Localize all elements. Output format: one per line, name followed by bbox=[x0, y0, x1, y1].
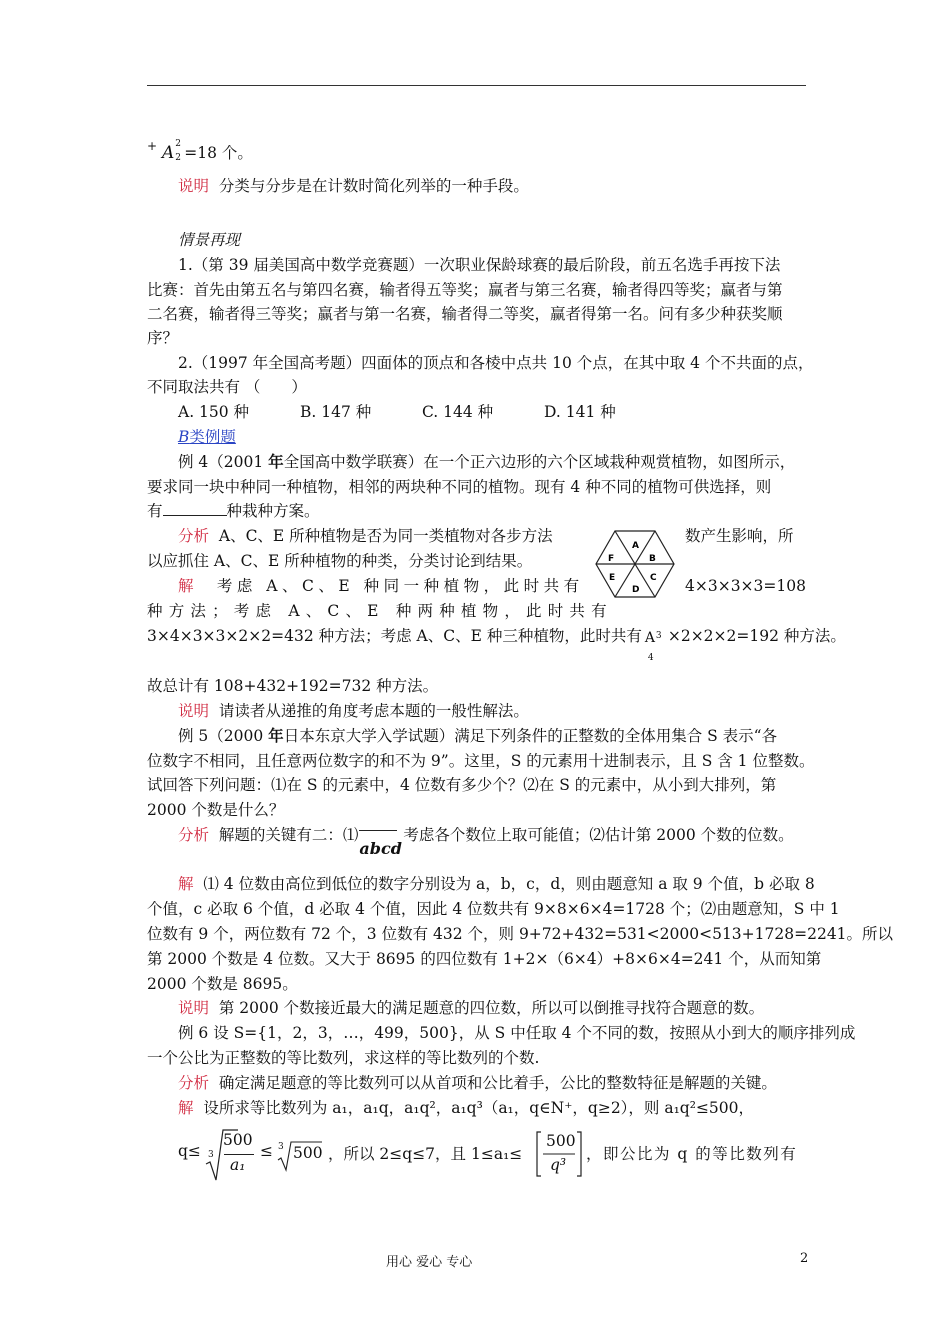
q2-line-2: 不同取法共有 （ ） bbox=[147, 378, 307, 396]
ex4-solution-4: 故总计有 108+432+192=732 种方法。 bbox=[147, 677, 439, 695]
root-value: 500 bbox=[293, 1144, 323, 1162]
ex5-l1b: 日本东京大学入学试题）满足下列条件的正整数的全体用集合 S 表示“各 bbox=[283, 727, 778, 745]
option-c: C. 144 种 bbox=[422, 403, 494, 421]
ex5-solution-2: 个值，c 必取 6 个值，d 必取 4 个值，因此 4 位数共有 9×8×6×4=1728 个；⑵由题意知，S 中 1 bbox=[147, 900, 840, 918]
ex4-analysis-1 bbox=[178, 524, 553, 548]
region-e: E bbox=[609, 573, 616, 583]
superscript: 2 bbox=[175, 139, 182, 149]
ex4-l1b: 全国高中数学联赛）在一个正六边形的六个区域栽种观赏植物，如图所示， bbox=[283, 453, 796, 471]
analysis-label: 分析 bbox=[178, 826, 210, 844]
note-label: 说明 bbox=[178, 702, 210, 720]
equation-result: =18 个。 bbox=[184, 144, 253, 162]
root-index-2: 3 bbox=[278, 1142, 284, 1152]
region-a: A bbox=[632, 541, 639, 551]
solution-label: 解 bbox=[178, 577, 199, 595]
ex4-solution-1 bbox=[178, 574, 584, 598]
abcd-overline: abcd bbox=[359, 839, 402, 858]
ex5-line-2: 位数字不相同，且任意两位数字的和不为 9”。这里，S 的元素用十进制表示，且 S 含 1 位整数。 bbox=[147, 752, 815, 770]
q1-line-3: 二名赛，输者得三等奖；赢者与第一名赛，输者得二等奖，赢者得第一名。问有多少种获奖顺 bbox=[147, 305, 783, 323]
solution-l3b: ×2×2×2=192 种方法。 bbox=[667, 627, 846, 645]
ex4-line-3 bbox=[147, 499, 320, 523]
hexagon-figure bbox=[594, 528, 676, 600]
ex4-l3b: 种栽种方案。 bbox=[226, 502, 320, 520]
subscript: 2 bbox=[175, 153, 182, 163]
a-sub: 4 bbox=[647, 653, 654, 663]
note-1 bbox=[178, 174, 529, 198]
q2-line-1: 2.（1997 年全国高考题）四面体的顶点和各棱中点共 10 个点，在其中取 4 个不共面的点， bbox=[178, 354, 814, 372]
page-footer: 用心 爱心 专心 bbox=[386, 1255, 473, 1270]
mid-text: ，所以 2≤q≤7，且 1≤a₁≤ bbox=[328, 1145, 523, 1163]
ex6-analysis bbox=[178, 1071, 777, 1095]
a-sup: 3 bbox=[655, 631, 662, 641]
ex5-line-4: 2000 个数是什么？ bbox=[147, 801, 285, 819]
solution-label: 解 bbox=[178, 1099, 194, 1117]
note-text: 请读者从递推的角度考虑本题的一般性解法。 bbox=[218, 702, 529, 720]
ex5-solution-5: 2000 个数是 8695。 bbox=[147, 975, 298, 993]
ex4-line-1 bbox=[178, 450, 795, 474]
q-label: q≤ bbox=[178, 1142, 201, 1160]
q1-line-2: 比赛：首先由第五名与第四名赛，输者得五等奖；赢者与第三名赛，输者得四等奖；赢者与第 bbox=[147, 281, 783, 299]
ex6-formula-line bbox=[178, 1128, 808, 1182]
ex5-line-3: 试回答下列问题：⑴在 S 的元素中，4 位数有多少个？⑵在 S 的元素中，从小到大排列，第 bbox=[147, 776, 777, 794]
header-rule bbox=[147, 85, 806, 86]
ex4-year: 年 bbox=[268, 452, 284, 471]
b-title-rest: 类例题 bbox=[189, 428, 236, 446]
note-text: 分类与分步是在计数时简化列举的一种手段。 bbox=[218, 177, 529, 195]
analysis-text-a: 解题的关键有二：⑴ bbox=[218, 826, 359, 844]
ex4-solution-3 bbox=[147, 624, 846, 663]
le-sign: ≤ bbox=[260, 1142, 273, 1160]
solution-l3a: 3×4×3×3×2×2=432 种方法；考虑 A、C、E 种三种植物，此时共有 bbox=[147, 627, 642, 645]
ex5-year: 年 bbox=[268, 726, 284, 745]
plus-sign: + bbox=[147, 139, 158, 153]
q1-line-4: 序？ bbox=[147, 329, 179, 347]
analysis-text: 确定满足题意的等比数列可以从首项和公比着手，公比的整数特征是解题的关键。 bbox=[218, 1074, 777, 1092]
analysis-label: 分析 bbox=[178, 527, 210, 545]
ex4-analysis-2: 以应抓住 A、C、E 所种植物的种类，分类讨论到结果。 bbox=[147, 552, 533, 570]
note-label: 说明 bbox=[178, 177, 210, 195]
b-section-title bbox=[178, 425, 236, 449]
ex5-solution-4: 第 2000 个数是 4 位数。又大于 8695 的四位数有 1+2×（6×4）+8×6×4=241 个，从而知第 bbox=[147, 950, 822, 968]
region-d: D bbox=[632, 585, 640, 595]
ex5-line-1 bbox=[178, 724, 777, 748]
analysis-text: A、C、E 所种植物是否为同一类植物对各步方法 bbox=[218, 527, 553, 545]
solution-label: 解 bbox=[178, 875, 194, 893]
solution-l1: ⑴ 4 位数由高位到低位的数字分别设为 a，b，c，d，则由题意知 a 取 9 个值，b 必取 8 bbox=[203, 875, 815, 893]
answer-blank bbox=[163, 501, 227, 516]
ex4-l1a: 例 4（2001 bbox=[178, 453, 269, 471]
note-text: 第 2000 个数接近最大的满足题意的四位数，所以可以倒推寻找符合题意的数。 bbox=[218, 999, 765, 1017]
ex5-note bbox=[178, 996, 764, 1020]
frac2-denominator: q³ bbox=[550, 1156, 567, 1174]
ex5-l1a: 例 5（2000 bbox=[178, 727, 269, 745]
b-letter: B bbox=[178, 428, 190, 446]
option-d: D. 141 种 bbox=[544, 403, 616, 421]
solution-l1: 设所求等比数列为 a₁，a₁q，a₁q²，a₁q³（a₁，q∈N⁺，q≥2），则 a₁q²≤500， bbox=[203, 1099, 755, 1117]
ex5-solution-3: 位数有 9 个，两位数有 72 个，3 位数有 432 个，则 9+72+432=531<2000<513+1728=2241。所以 bbox=[147, 925, 894, 943]
ex6-line-1: 例 6 设 S={1，2，3，…，499，500}，从 S 中任取 4 个不同的数，按照从小到大的顺序排列成 bbox=[178, 1024, 856, 1042]
solution-text: 考虑 A、C、E 种同一种植物，此时共有 bbox=[216, 577, 584, 595]
analysis-label: 分析 bbox=[178, 1074, 210, 1092]
ex6-line-2: 一个公比为正整数的等比数列，求这样的等比数列的个数. bbox=[147, 1049, 540, 1067]
ex4-line-2: 要求同一块中种同一种植物，相邻的两块种不同的植物。现有 4 种不同的植物可供选择，则 bbox=[147, 478, 772, 496]
ex5-solution-1 bbox=[178, 872, 815, 896]
ex5-analysis bbox=[178, 823, 794, 858]
analysis-text-b: 考虑各个数位上取可能值；⑵估计第 2000 个数的位数。 bbox=[403, 826, 794, 844]
option-b: B. 147 种 bbox=[300, 403, 372, 421]
ex4-note bbox=[178, 699, 529, 723]
arrangement-a: A bbox=[644, 630, 655, 646]
ex4-solution-2: 种方法；考虑 A、C、E 种两种植物，此时共有 bbox=[147, 602, 613, 620]
root-index: 3 bbox=[208, 1150, 214, 1160]
top-equation bbox=[147, 134, 253, 165]
arrangement-symbol: A bbox=[162, 143, 175, 163]
region-b: B bbox=[649, 554, 656, 564]
ex6-solution-1 bbox=[178, 1096, 754, 1120]
q1-line-1: 1.（第 39 届美国高中数学竞赛题）一次职业保龄球赛的最后阶段，前五名选手再按下法 bbox=[178, 256, 781, 274]
option-a: A. 150 种 bbox=[178, 403, 250, 421]
region-f: F bbox=[608, 554, 615, 564]
ex4-solution-1b: 4×3×3×3=108 bbox=[685, 577, 806, 595]
end-text: ，即公比为 q 的等比数列有 bbox=[586, 1145, 798, 1163]
frac-denominator: a₁ bbox=[230, 1156, 246, 1174]
note-label: 说明 bbox=[178, 999, 210, 1017]
page-number: 2 bbox=[800, 1251, 809, 1266]
ex4-l3a: 有 bbox=[147, 502, 163, 520]
q2-options bbox=[178, 400, 616, 424]
ex4-analysis-1b: 数产生影响，所 bbox=[685, 527, 794, 545]
frac-numerator: 500 bbox=[223, 1131, 253, 1149]
region-c: C bbox=[650, 573, 657, 583]
frac2-numerator: 500 bbox=[546, 1132, 576, 1150]
section-title: 情景再现 bbox=[178, 231, 241, 249]
